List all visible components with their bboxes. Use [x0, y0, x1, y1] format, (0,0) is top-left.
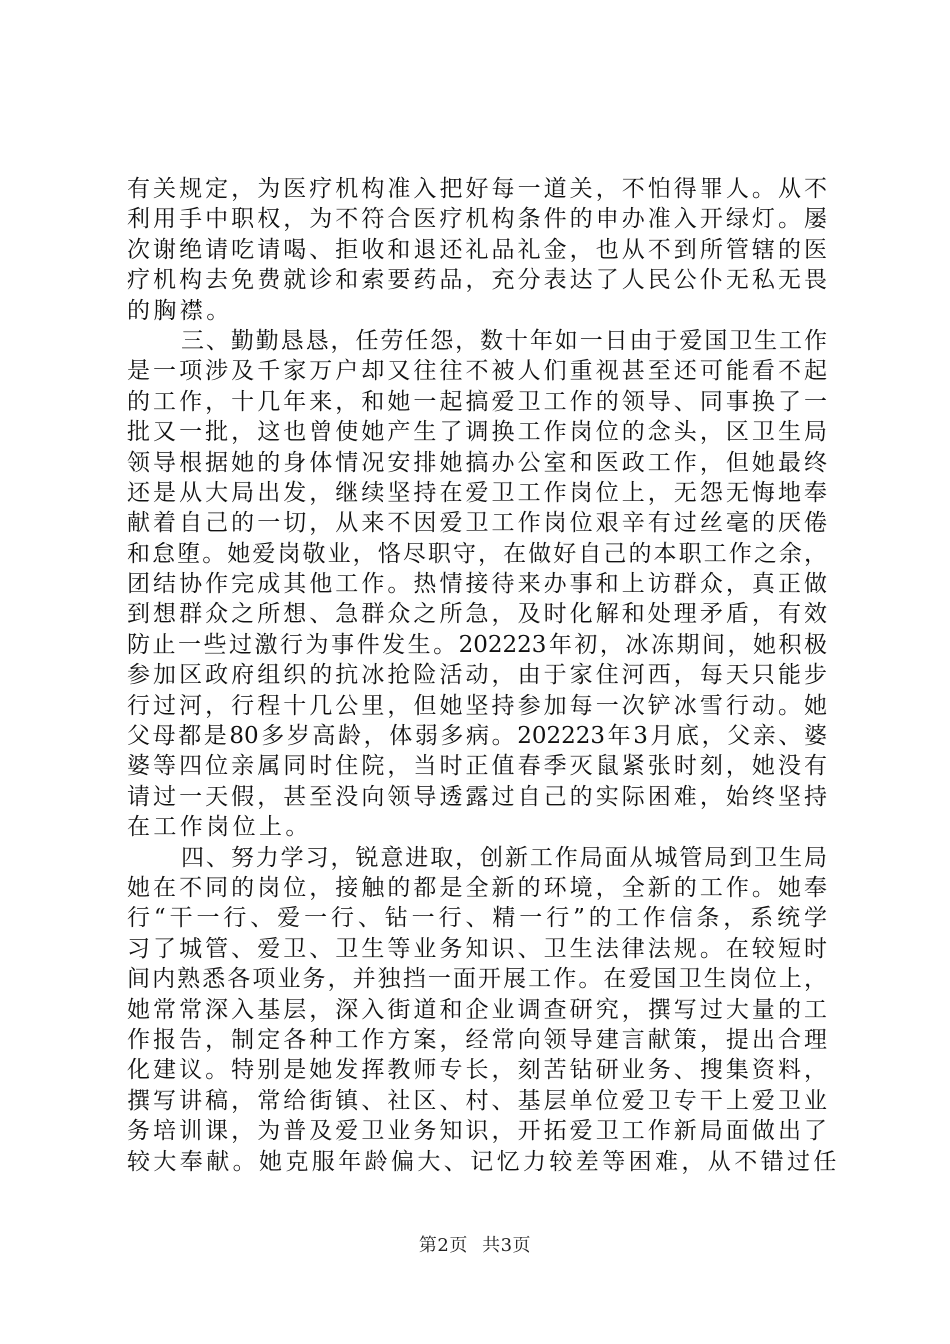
- page-footer: [0, 1231, 950, 1257]
- text-line: 和怠堕。她爱岗敬业，恪尽职守，在做好自己的本职工作之余，: [127, 540, 827, 567]
- text-line: 防止一些过激行为事件发生。202223年初，冰冻期间，她积极: [127, 631, 827, 658]
- text-line: 父母都是80多岁高龄，体弱多病。202223年3月底，父亲、婆: [127, 723, 827, 750]
- text-line: 她常常深入基层，深入街道和企业调查研究，撰写过大量的工: [127, 996, 827, 1023]
- text-line: 撰写讲稿，常给街镇、社区、村、基层单位爱卫专干上爱卫业: [127, 1087, 827, 1114]
- text-line: 次谢绝请吃请喝、拒收和退还礼品礼金，也从不到所管辖的医: [127, 236, 827, 263]
- text-line: 有关规定，为医疗机构准入把好每一道关，不怕得罪人。从不: [127, 176, 827, 202]
- text-line: 是一项涉及千家万户却又往往不被人们重视甚至还可能看不起: [127, 358, 827, 385]
- text-line: 批又一批，这也曾使她产生了调换工作岗位的念头，区卫生局: [127, 419, 827, 446]
- text-line: 请过一天假，甚至没向领导透露过自己的实际困难，始终坚持: [127, 783, 827, 810]
- page-total: 共3页: [482, 1235, 532, 1256]
- text-line: 参加区政府组织的抗冰抢险活动，由于家住河西，每天只能步: [127, 662, 827, 689]
- paragraph: [127, 843, 840, 1177]
- text-line: 行过河，行程十几公里，但她坚持参加每一次铲冰雪行动。她: [127, 692, 827, 719]
- text-line: 婆等四位亲属同时住院，当时正值春季灭鼠紧张时刻，她没有: [127, 753, 827, 780]
- text-line: 习了城管、爱卫、卫生等业务知识、卫生法律法规。在较短时: [127, 935, 827, 962]
- document-body: [127, 174, 840, 1177]
- page-number: 第2页: [418, 1235, 468, 1256]
- paragraph: [127, 174, 827, 326]
- text-line: 四、努力学习，锐意进取，创新工作局面从城管局到卫生局: [181, 844, 827, 871]
- text-line: 化建议。特别是她发挥教师专长，刻苦钻研业务、搜集资料，: [127, 1057, 827, 1084]
- text-line: 间内熟悉各项业务，并独挡一面开展工作。在爱国卫生岗位上，: [127, 966, 827, 993]
- text-line: 她在不同的岗位，接触的都是全新的环境，全新的工作。她奉: [127, 874, 827, 901]
- text-line: 作报告，制定各种工作方案，经常向领导建言献策，提出合理: [127, 1026, 827, 1053]
- text-line: 的胸襟。: [127, 297, 233, 324]
- text-line: 较大奉献。她克服年龄偏大、记忆力较差等困难，从不错过任: [127, 1148, 840, 1175]
- text-line: 领导根据她的身体情况安排她搞办公室和医政工作，但她最终: [127, 449, 827, 476]
- text-line: 利用手中职权，为不符合医疗机构条件的申办准入开绿灯。屡: [127, 206, 827, 233]
- text-line: 献着自己的一切，从来不因爱卫工作岗位艰辛有过丝毫的厌倦: [127, 510, 827, 537]
- text-line: 疗机构去免费就诊和索要药品，充分表达了人民公仆无私无畏: [127, 267, 827, 294]
- paragraph: [127, 326, 827, 843]
- text-line: 三、勤勤恳恳，任劳任怨，数十年如一日由于爱国卫生工作: [181, 327, 827, 354]
- text-line: 到想群众之所想、急群众之所急，及时化解和处理矛盾，有效: [127, 601, 827, 628]
- text-line: 的工作，十几年来，和她一起搞爱卫工作的领导、同事换了一: [127, 388, 827, 415]
- text-line: 务培训课，为普及爱卫业务知识，开拓爱卫工作新局面做出了: [127, 1118, 827, 1145]
- text-line: 行“干一行、爱一行、钻一行、精一行”的工作信条，系统学: [127, 905, 827, 932]
- text-line: 团结协作完成其他工作。热情接待来办事和上访群众，真正做: [127, 571, 827, 598]
- text-line: 在工作岗位上。: [127, 814, 312, 841]
- text-line: 还是从大局出发，继续坚持在爱卫工作岗位上，无怨无悔地奉: [127, 479, 827, 506]
